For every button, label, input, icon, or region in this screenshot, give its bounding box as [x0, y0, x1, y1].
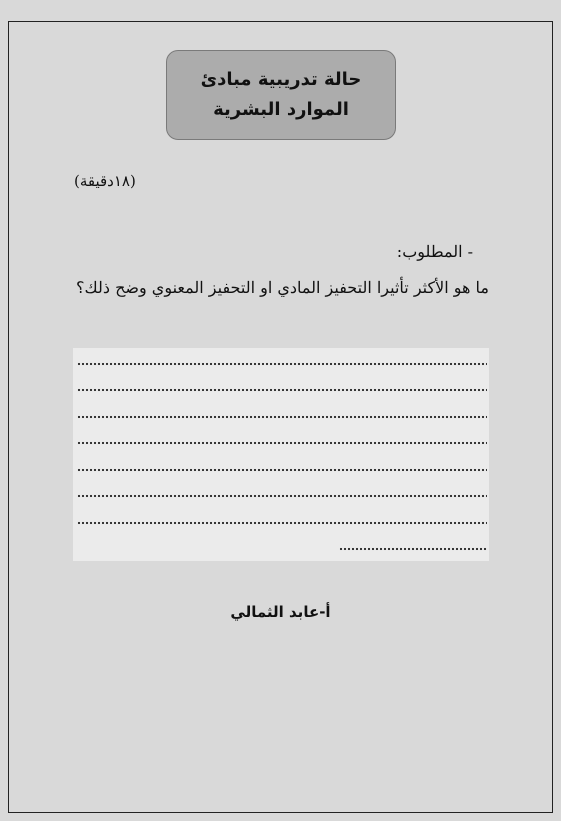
- answer-dotted-line: [339, 546, 487, 552]
- answer-dotted-line: [77, 520, 487, 526]
- title-line-1: حالة تدريبية مبادئ: [200, 69, 362, 90]
- title-line-2: الموارد البشرية: [213, 99, 349, 120]
- answer-dotted-line: [77, 414, 487, 420]
- author-signature: أ-عابد الثمالي: [230, 603, 331, 621]
- answer-dotted-line: [77, 493, 487, 499]
- answer-dotted-line: [77, 440, 487, 446]
- answer-dotted-line: [77, 387, 487, 393]
- duration-label: (١٨دقيقة): [74, 172, 136, 190]
- answer-area[interactable]: [73, 348, 489, 561]
- answer-dotted-line: [77, 467, 487, 473]
- answer-dotted-line: [77, 361, 487, 367]
- question-text: ما هو الأكثر تأثيرا التحفيز المادي او التحفيز المعنوي وضح ذلك؟: [76, 278, 489, 297]
- required-label: - المطلوب:: [396, 242, 473, 261]
- title-box: [166, 50, 396, 140]
